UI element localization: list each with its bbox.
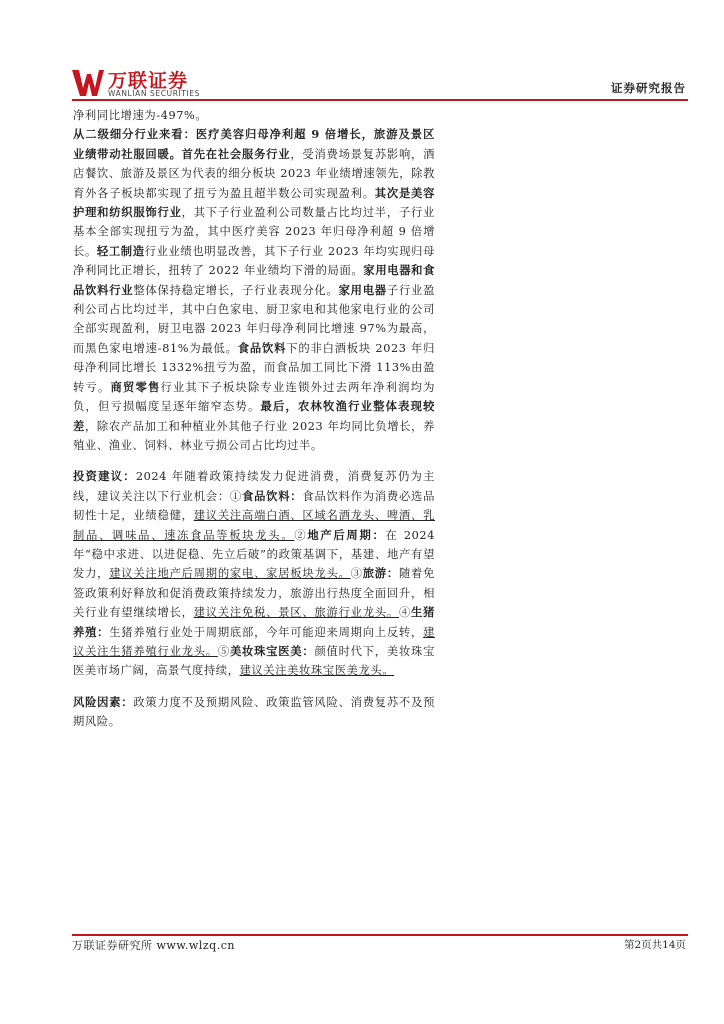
underlined-text-run: 建议关注免税、景区、旅游行业龙头。 [193,606,399,620]
bold-text-run: 食品饮料 [237,340,287,355]
text-run: 行业业绩也明显改善，其下子行业 2023 年均实现归母净利同比正增长，扭转了 2022 年业绩均下滑的局面。 [73,244,435,278]
text-run: ③ [350,567,363,581]
text-run: 政策力度不及预期风险、政策监管风险、消费复苏不及预期风险。 [73,695,435,729]
header-divider [72,99,688,101]
footer-divider [72,934,688,936]
wanlian-logo-icon [72,68,104,98]
report-body [73,106,435,732]
underlined-text-run: 建议关注地产后周期的家电、家居板块龙头。 [109,567,351,581]
bold-text-run: 食品饮料： [242,488,303,503]
company-logo [72,68,212,102]
text-run: 食品饮料作为消费必选品韧性十足，业绩稳健， [73,489,435,523]
bold-text-run: 商贸零售 [110,379,161,394]
bold-text-run: 家用电器 [338,282,387,297]
text-run: 子行业盈利公司占比均过半，其中白色家电、厨卫家电和其他家电行业的公司全部实现盈利，厨卫电器 2023 年归母净利同比增速 97%为最高，而黑色家电增速-81%为最低。 [73,283,435,355]
report-type-label: 证券研究报告 [611,81,686,95]
bold-text-run: 家用电器和食品饮料行业 [73,263,435,297]
logo-english-text: WANLIAN SECURITIES [108,89,201,98]
bold-text-run: 投资建议： [73,469,136,484]
bold-text-run: 最后，农林牧渔行业整体表现较差 [73,399,435,433]
text-run: ，其下子行业盈利公司数量占比均过半，子行业基本全部实现扭亏为盈，其中医疗美容 2023 年归母净利超 9 倍增长。 [73,206,435,258]
page-header [0,0,724,100]
bold-text-run: 地产后周期： [307,527,386,542]
text-run: 随着免签政策利好释放和促消费政策持续发力，旅游出行热度全面回升，相关行业有望继续增长， [73,567,435,620]
text-run: 行业其下子板块除专业连锁外过去两年净利润均为负，但亏损幅度呈逐年缩窄态势。 [73,380,435,414]
text-run: ② [294,528,308,542]
text-run: 下的非白酒板块 2023 年归母净利同比增长 1332%扭亏为盈，而食品加工同比下滑 113%由盈转亏。 [73,341,435,394]
paragraph-risk-factors [73,693,435,732]
bold-text-run: 旅游： [362,566,399,581]
footer-institute: 万联证券研究所 www.wlzq.cn [72,939,235,952]
underlined-text-run: 建议关注美妆珠宝医美龙头。 [239,664,395,678]
text-run: ，除农产品加工和种植业外其他子行业 2023 年均同比负增长，养殖业、渔业、饲料、林业亏损公司占比均过半。 [73,419,435,452]
underlined-text-run: 建议关注生猪养殖行业龙头。 [73,625,435,658]
bold-text-run: 轻工制造 [96,243,145,258]
text-run: 颜值时代下，美妆珠宝医美市场广阔，高景气度持续， [73,644,435,678]
paragraph-intro: 净利同比增速为-497%。 [73,109,208,122]
text-run: 2024 年随着政策持续发力促进消费，消费复苏仍为主线，建议关注以下行业机会：① [73,470,435,503]
page-number: 第2页共14页 [623,939,686,951]
paragraph-subindustry [73,125,435,455]
text-run: ，受消费场景复苏影响，酒店餐饮、旅游及景区为代表的细分板块 2023 年业绩增速领先，除教育外各子板块都实现了扭亏为盈且超半数公司实现盈利。 [73,147,436,200]
bold-text-run: 美妆珠宝医美： [229,643,315,658]
text-run: ④ [398,606,412,620]
logo-chinese-text: 万联证券 [108,70,189,92]
bold-text-run: 风险因素： [73,694,134,709]
paragraph-investment-advice [73,467,435,680]
underlined-text-run: 建议关注高端白酒、区域名酒龙头、啤酒、乳制品、调味品、速冻食品等板块龙头。 [73,509,435,542]
bold-text-run: 其次是美容护理和纺织服饰行业 [73,185,435,220]
text-run: 在 2024 年“稳中求进、以进促稳、先立后破”的政策基调下，基建、地产有望发力， [73,528,435,581]
text-run: 生猪养殖行业处于周期底部，今年可能迎来周期向上反转， [109,625,424,639]
bold-text-run: 生猪养殖： [73,605,435,639]
bold-text-run: 从二级细分行业来看：医疗美容归母净利超 9 倍增长，旅游及景区业绩带动社服回暖。首先在社会服务行业 [73,127,435,161]
text-run: 整体保持稳定增长，子行业表现分化。 [133,283,339,297]
text-run: ⑤ [217,644,230,658]
